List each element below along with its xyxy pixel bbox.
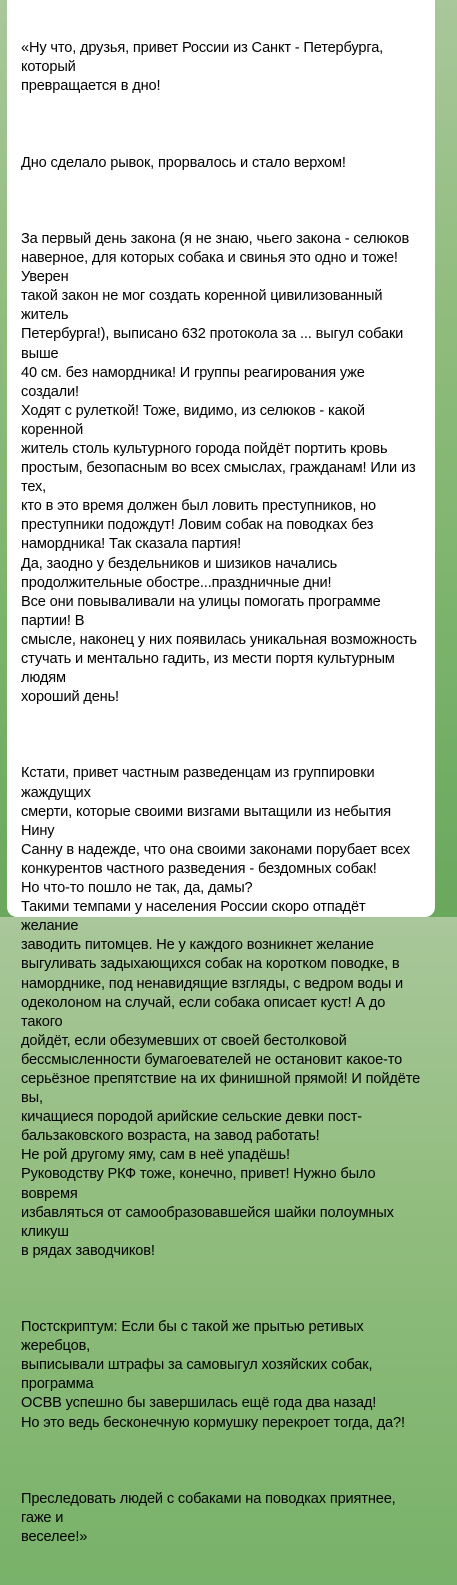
message-text — [21, 1, 425, 1585]
message-paragraph-4: Кстати, привет частным разведенцам из группировки жаждущих смерти, которые своими визгами вытащили из небытия Нину Санну в надежде, что она своими законами порубает всех конкурентов частного разведения - бездомных собак! Но что-то пошло не так, да, дамы? Такими темпами у населения России скоро отпадёт желание заводить питомцев. Не у каждого возникнет желание выгуливать задыхающихся собак на коротком поводке, в наморднике, под ненавидящие взгляды, с ведром воды и одеколоном на случай, если собака описает куст! А до такого дойдёт, если обезумевших от своей бестолковой бессмысленности бумагоевателей не остановит какое-то серьёзное препятствие на их финишной прямой! И пойдёте вы, кичащиеся породой арийские сельские девки пост- бальзаковского возраста, на завод работать! Не рой другому яму, сам в неё упадёшь! Руководству РКФ тоже, конечно, привет! Нужно было вовремя избавляться от самообразовавшейся шайки полоумных кликуш в рядах заводчиков! — [21, 765, 421, 1259]
message-paragraph-2: Дно сделало рывок, прорвалось и стало верхом! — [21, 154, 346, 171]
message-paragraph-5: Постскриптум: Если бы с такой же прытью ретивых жеребцов, выписывали штрафы за самовыгул хозяйских собак, программа ОСВВ успешно бы завершилась ещё года два назад! Но это ведь бесконечную кормушку перекроет тогда, да?! — [21, 1319, 405, 1431]
message-paragraph-6: Преследовать людей с собаками на поводках приятнее, гаже и веселее!» — [21, 1490, 396, 1546]
message-paragraph-3: За первый день закона (я не знаю, чьего закона - селюков наверное, для которых собака и свинья это одно и тоже! Уверен такой закон не мог создать коренной цивилизованный житель Петербурга!), выписано 632 протокола за ... выгул собаки выше 40 см. без намордника! И группы реагирования уже создали! Ходят с рулеткой! Тоже, видимо, из селюков - какой коренной житель столь культурного города пойдёт портить кровь простым, безопасным во всех смыслах, гражданам! Или из тех, кто в это время должен был ловить преступников, но преступники подождут! Ловим собак на поводках без намордника! Так сказала партия! Да, заодно у бездельников и шизиков начались продолжительные обостре...праздничные дни! Все они повывaливали на улицы помогать программе партии! В смысле, наконец у них появилась уникальная возможность стучать и ментально гадить, из мести портя культурным людям хороший день! — [21, 230, 417, 706]
message-paragraph-1: «Ну что, друзья, привет России из Санкт - Петербурга, который превращается в дно! — [21, 40, 384, 95]
message-bubble[interactable] — [7, 0, 435, 1546]
